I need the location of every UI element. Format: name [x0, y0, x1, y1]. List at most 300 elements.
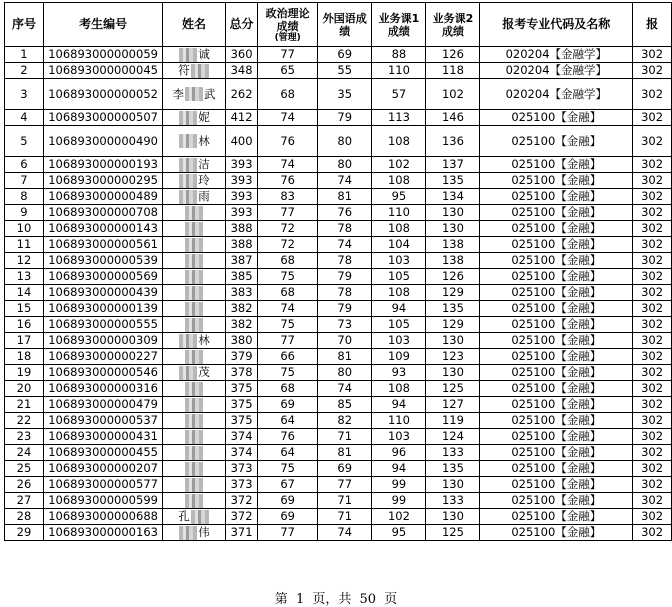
name-mosaic-redaction: [185, 462, 203, 476]
cell-course2: 125: [426, 525, 480, 541]
cell-seq: 5: [5, 126, 44, 157]
cell-politics: 68: [258, 381, 318, 397]
cell-seq: 25: [5, 461, 44, 477]
header-politics-sub: (管理): [274, 32, 301, 43]
cell-extra: 302: [633, 47, 672, 63]
table-row: [5, 317, 672, 333]
cell-seq: 19: [5, 365, 44, 381]
cell-total: 371: [225, 525, 257, 541]
table-row: [5, 333, 672, 349]
cell-seq: 12: [5, 253, 44, 269]
name-visible-right: 林: [198, 333, 210, 347]
cell-course1: 95: [372, 189, 426, 205]
cell-total: 373: [225, 477, 257, 493]
table-row: [5, 349, 672, 365]
cell-politics: 74: [258, 157, 318, 173]
cell-major: 025100【金融】: [480, 349, 633, 365]
cell-name: [163, 413, 226, 429]
cell-foreign: 81: [318, 349, 372, 365]
cell-course2: 130: [426, 477, 480, 493]
cell-course2: 130: [426, 205, 480, 221]
cell-name: [163, 253, 226, 269]
cell-extra: 302: [633, 445, 672, 461]
cell-course1: 113: [372, 110, 426, 126]
header-course1-line1: 业务课1: [378, 11, 420, 25]
header-foreign: [318, 3, 372, 47]
cell-politics: 77: [258, 47, 318, 63]
cell-major: 025100【金融】: [480, 157, 633, 173]
table-row: [5, 253, 672, 269]
cell-name: [163, 445, 226, 461]
header-foreign-line1: 外国语成: [322, 11, 367, 25]
name-mosaic-redaction: [185, 87, 203, 101]
table-row: [5, 205, 672, 221]
cell-major: 025100【金融】: [480, 381, 633, 397]
cell-course2: 129: [426, 285, 480, 301]
cell-course1: 104: [372, 237, 426, 253]
cell-seq: 2: [5, 63, 44, 79]
cell-exam-no: 106893000000537: [43, 413, 162, 429]
name-mosaic-redaction: [179, 134, 197, 148]
cell-course2: 119: [426, 413, 480, 429]
header-politics-line2: 成绩: [276, 19, 299, 33]
cell-exam-no: 106893000000052: [43, 79, 162, 110]
cell-course2: 134: [426, 189, 480, 205]
header-politics: [258, 3, 318, 47]
cell-course1: 110: [372, 205, 426, 221]
name-mosaic-redaction: [179, 190, 197, 204]
cell-total: 380: [225, 333, 257, 349]
cell-foreign: 69: [318, 47, 372, 63]
cell-foreign: 79: [318, 269, 372, 285]
cell-total: 372: [225, 493, 257, 509]
name-mosaic-redaction: [191, 510, 209, 524]
header-course2-line1: 业务课2: [432, 11, 474, 25]
cell-major: 025100【金融】: [480, 189, 633, 205]
cell-exam-no: 106893000000489: [43, 189, 162, 205]
cell-foreign: 71: [318, 509, 372, 525]
cell-total: 382: [225, 317, 257, 333]
cell-major: 025100【金融】: [480, 269, 633, 285]
cell-major: 025100【金融】: [480, 477, 633, 493]
cell-course1: 105: [372, 269, 426, 285]
cell-foreign: 74: [318, 173, 372, 189]
cell-seq: 4: [5, 110, 44, 126]
cell-extra: 302: [633, 477, 672, 493]
cell-course2: 126: [426, 269, 480, 285]
cell-exam-no: 106893000000708: [43, 205, 162, 221]
table-row: [5, 173, 672, 189]
cell-politics: 76: [258, 126, 318, 157]
cell-course1: 99: [372, 493, 426, 509]
name-mosaic-redaction: [179, 48, 197, 62]
name-mosaic-redaction: [191, 64, 209, 78]
cell-foreign: 55: [318, 63, 372, 79]
cell-seq: 26: [5, 477, 44, 493]
cell-exam-no: 106893000000316: [43, 381, 162, 397]
cell-foreign: 71: [318, 493, 372, 509]
cell-name: [163, 509, 226, 525]
name-mosaic-redaction: [185, 238, 203, 252]
cell-foreign: 74: [318, 525, 372, 541]
table-row: [5, 477, 672, 493]
cell-exam-no: 106893000000439: [43, 285, 162, 301]
name-mosaic-redaction: [185, 254, 203, 268]
cell-course1: 88: [372, 47, 426, 63]
cell-extra: 302: [633, 429, 672, 445]
cell-course2: 136: [426, 126, 480, 157]
cell-name: [163, 63, 226, 79]
cell-extra: 302: [633, 189, 672, 205]
cell-total: 393: [225, 173, 257, 189]
name-visible-right: 伟: [198, 525, 210, 539]
cell-course1: 102: [372, 509, 426, 525]
cell-seq: 23: [5, 429, 44, 445]
table-row: [5, 79, 672, 110]
cell-name: [163, 493, 226, 509]
cell-extra: 302: [633, 317, 672, 333]
name-visible-left: 孔: [178, 509, 190, 523]
table-row: [5, 157, 672, 173]
cell-seq: 24: [5, 445, 44, 461]
cell-extra: 302: [633, 301, 672, 317]
cell-major: 025100【金融】: [480, 525, 633, 541]
cell-seq: 17: [5, 333, 44, 349]
table-row: [5, 525, 672, 541]
table-row: [5, 381, 672, 397]
cell-politics: 66: [258, 349, 318, 365]
cell-foreign: 82: [318, 413, 372, 429]
cell-foreign: 85: [318, 397, 372, 413]
name-mosaic-redaction: [185, 478, 203, 492]
name-visible-right: 林: [198, 133, 210, 148]
cell-exam-no: 106893000000688: [43, 509, 162, 525]
header-course2: [426, 3, 480, 47]
cell-total: 262: [225, 79, 257, 110]
cell-major: 020204【金融学】: [480, 47, 633, 63]
cell-exam-no: 106893000000045: [43, 63, 162, 79]
header-course1: [372, 3, 426, 47]
cell-total: 393: [225, 189, 257, 205]
cell-name: [163, 237, 226, 253]
header-course2-line2: 成绩: [441, 24, 464, 38]
cell-course1: 103: [372, 429, 426, 445]
header-politics-line1: 政治理论: [265, 6, 310, 20]
cell-total: 387: [225, 253, 257, 269]
cell-exam-no: 106893000000539: [43, 253, 162, 269]
cell-exam-no: 106893000000193: [43, 157, 162, 173]
cell-course1: 108: [372, 126, 426, 157]
cell-total: 388: [225, 221, 257, 237]
table-row: [5, 445, 672, 461]
header-exam-no: 考生编号: [43, 3, 162, 47]
table-row: [5, 221, 672, 237]
cell-name: [163, 461, 226, 477]
cell-name: [163, 173, 226, 189]
cell-total: 378: [225, 365, 257, 381]
name-mosaic-redaction: [185, 302, 203, 316]
cell-course2: 124: [426, 429, 480, 445]
cell-name: [163, 349, 226, 365]
header-major: 报考专业代码及名称: [480, 3, 633, 47]
cell-politics: 65: [258, 63, 318, 79]
name-mosaic-redaction: [179, 366, 197, 380]
name-visible-left: 符: [178, 63, 190, 77]
cell-course1: 94: [372, 301, 426, 317]
cell-course1: 103: [372, 333, 426, 349]
cell-total: 375: [225, 397, 257, 413]
table-row: [5, 413, 672, 429]
cell-course2: 130: [426, 365, 480, 381]
cell-total: 379: [225, 349, 257, 365]
cell-exam-no: 106893000000163: [43, 525, 162, 541]
cell-extra: 302: [633, 365, 672, 381]
name-mosaic-redaction: [185, 318, 203, 332]
cell-major: 025100【金融】: [480, 285, 633, 301]
cell-total: 374: [225, 429, 257, 445]
cell-course1: 108: [372, 285, 426, 301]
cell-seq: 27: [5, 493, 44, 509]
cell-name: [163, 47, 226, 63]
header-name: 姓名: [163, 3, 226, 47]
cell-major: 025100【金融】: [480, 429, 633, 445]
table-row: [5, 429, 672, 445]
cell-course2: 133: [426, 493, 480, 509]
cell-major: 020204【金融学】: [480, 79, 633, 110]
name-mosaic-redaction: [185, 350, 203, 364]
cell-course2: 146: [426, 110, 480, 126]
name-mosaic-redaction: [185, 206, 203, 220]
table-row: [5, 301, 672, 317]
cell-course2: 135: [426, 461, 480, 477]
cell-name: [163, 221, 226, 237]
cell-name: [163, 285, 226, 301]
cell-exam-no: 106893000000561: [43, 237, 162, 253]
cell-course2: 102: [426, 79, 480, 110]
name-mosaic-redaction: [179, 111, 197, 125]
cell-foreign: 78: [318, 221, 372, 237]
cell-name: [163, 189, 226, 205]
cell-extra: 302: [633, 110, 672, 126]
cell-foreign: 81: [318, 189, 372, 205]
cell-extra: 302: [633, 413, 672, 429]
cell-major: 025100【金融】: [480, 365, 633, 381]
cell-course1: 93: [372, 365, 426, 381]
cell-seq: 13: [5, 269, 44, 285]
page-footer: [0, 588, 672, 607]
cell-major: 025100【金融】: [480, 493, 633, 509]
cell-politics: 76: [258, 429, 318, 445]
table-row: [5, 365, 672, 381]
cell-name: [163, 333, 226, 349]
cell-major: 025100【金融】: [480, 110, 633, 126]
cell-total: 393: [225, 157, 257, 173]
cell-course2: 126: [426, 47, 480, 63]
cell-course1: 94: [372, 397, 426, 413]
cell-politics: 75: [258, 317, 318, 333]
name-mosaic-redaction: [179, 158, 197, 172]
cell-major: 025100【金融】: [480, 237, 633, 253]
cell-exam-no: 106893000000139: [43, 301, 162, 317]
cell-politics: 77: [258, 525, 318, 541]
cell-foreign: 80: [318, 157, 372, 173]
cell-extra: 302: [633, 205, 672, 221]
cell-politics: 68: [258, 253, 318, 269]
table-row: [5, 493, 672, 509]
cell-foreign: 79: [318, 110, 372, 126]
cell-foreign: 74: [318, 237, 372, 253]
cell-name: [163, 429, 226, 445]
cell-extra: 302: [633, 461, 672, 477]
cell-total: 373: [225, 461, 257, 477]
cell-major: 025100【金融】: [480, 461, 633, 477]
cell-seq: 14: [5, 285, 44, 301]
cell-major: 025100【金融】: [480, 205, 633, 221]
cell-foreign: 76: [318, 205, 372, 221]
name-mosaic-redaction: [185, 222, 203, 236]
cell-seq: 21: [5, 397, 44, 413]
cell-name: [163, 397, 226, 413]
cell-course1: 108: [372, 221, 426, 237]
cell-extra: 302: [633, 157, 672, 173]
cell-exam-no: 106893000000227: [43, 349, 162, 365]
header-row: [5, 3, 672, 47]
cell-course1: 96: [372, 445, 426, 461]
cell-major: 025100【金融】: [480, 397, 633, 413]
cell-politics: 72: [258, 237, 318, 253]
cell-major: 020204【金融学】: [480, 63, 633, 79]
cell-total: 374: [225, 445, 257, 461]
cell-course2: 135: [426, 301, 480, 317]
cell-total: 375: [225, 413, 257, 429]
name-mosaic-redaction: [185, 430, 203, 444]
cell-name: [163, 477, 226, 493]
cell-seq: 7: [5, 173, 44, 189]
cell-major: 025100【金融】: [480, 413, 633, 429]
cell-politics: 69: [258, 509, 318, 525]
cell-course1: 105: [372, 317, 426, 333]
name-visible-right: 诚: [198, 47, 210, 61]
table-row: [5, 509, 672, 525]
cell-total: 388: [225, 237, 257, 253]
cell-course2: 133: [426, 445, 480, 461]
cell-extra: 302: [633, 525, 672, 541]
cell-total: 372: [225, 509, 257, 525]
name-mosaic-redaction: [185, 446, 203, 460]
cell-politics: 67: [258, 477, 318, 493]
cell-total: 412: [225, 110, 257, 126]
header-seq: 序号: [5, 3, 44, 47]
cell-foreign: 69: [318, 461, 372, 477]
cell-foreign: 35: [318, 79, 372, 110]
cell-politics: 77: [258, 205, 318, 221]
cell-foreign: 81: [318, 445, 372, 461]
cell-politics: 74: [258, 110, 318, 126]
cell-exam-no: 106893000000479: [43, 397, 162, 413]
cell-course1: 108: [372, 381, 426, 397]
cell-name: [163, 269, 226, 285]
cell-major: 025100【金融】: [480, 221, 633, 237]
cell-extra: 302: [633, 63, 672, 79]
cell-seq: 29: [5, 525, 44, 541]
cell-major: 025100【金融】: [480, 253, 633, 269]
name-mosaic-redaction: [185, 382, 203, 396]
cell-course1: 110: [372, 413, 426, 429]
cell-course2: 129: [426, 317, 480, 333]
table-row: [5, 237, 672, 253]
cell-politics: 72: [258, 221, 318, 237]
name-mosaic-redaction: [185, 286, 203, 300]
cell-exam-no: 106893000000295: [43, 173, 162, 189]
cell-foreign: 79: [318, 301, 372, 317]
cell-total: 360: [225, 47, 257, 63]
cell-extra: 302: [633, 509, 672, 525]
cell-politics: 77: [258, 333, 318, 349]
cell-major: 025100【金融】: [480, 445, 633, 461]
header-course1-line2: 成绩: [387, 24, 410, 38]
cell-course1: 108: [372, 173, 426, 189]
cell-major: 025100【金融】: [480, 317, 633, 333]
name-mosaic-redaction: [185, 398, 203, 412]
header-foreign-line2: 绩: [339, 24, 351, 38]
cell-extra: 302: [633, 237, 672, 253]
cell-exam-no: 106893000000490: [43, 126, 162, 157]
cell-course2: 118: [426, 63, 480, 79]
cell-politics: 64: [258, 445, 318, 461]
cell-exam-no: 106893000000546: [43, 365, 162, 381]
cell-politics: 76: [258, 173, 318, 189]
cell-exam-no: 106893000000577: [43, 477, 162, 493]
cell-course2: 137: [426, 157, 480, 173]
cell-extra: 302: [633, 221, 672, 237]
cell-major: 025100【金融】: [480, 509, 633, 525]
name-visible-left: 李: [172, 86, 185, 101]
cell-course1: 102: [372, 157, 426, 173]
cell-extra: 302: [633, 285, 672, 301]
cell-course2: 138: [426, 237, 480, 253]
cell-politics: 74: [258, 301, 318, 317]
cell-politics: 83: [258, 189, 318, 205]
cell-course2: 130: [426, 333, 480, 349]
cell-exam-no: 106893000000555: [43, 317, 162, 333]
footer-label-ye: 页，共: [312, 592, 352, 607]
cell-foreign: 77: [318, 477, 372, 493]
name-mosaic-redaction: [179, 174, 197, 188]
cell-seq: 20: [5, 381, 44, 397]
cell-exam-no: 106893000000569: [43, 269, 162, 285]
cell-course2: 135: [426, 173, 480, 189]
cell-politics: 64: [258, 413, 318, 429]
cell-extra: 302: [633, 253, 672, 269]
cell-course1: 99: [372, 477, 426, 493]
cell-total: 382: [225, 301, 257, 317]
table-row: [5, 461, 672, 477]
table-row: [5, 126, 672, 157]
cell-politics: 68: [258, 79, 318, 110]
cell-total: 400: [225, 126, 257, 157]
cell-course1: 110: [372, 63, 426, 79]
cell-politics: 69: [258, 493, 318, 509]
cell-course2: 130: [426, 221, 480, 237]
cell-extra: 302: [633, 349, 672, 365]
cell-seq: 18: [5, 349, 44, 365]
cell-course1: 95: [372, 525, 426, 541]
cell-course2: 125: [426, 381, 480, 397]
cell-name: [163, 381, 226, 397]
cell-politics: 75: [258, 365, 318, 381]
cell-major: 025100【金融】: [480, 301, 633, 317]
footer-page-number: 1: [295, 592, 305, 607]
